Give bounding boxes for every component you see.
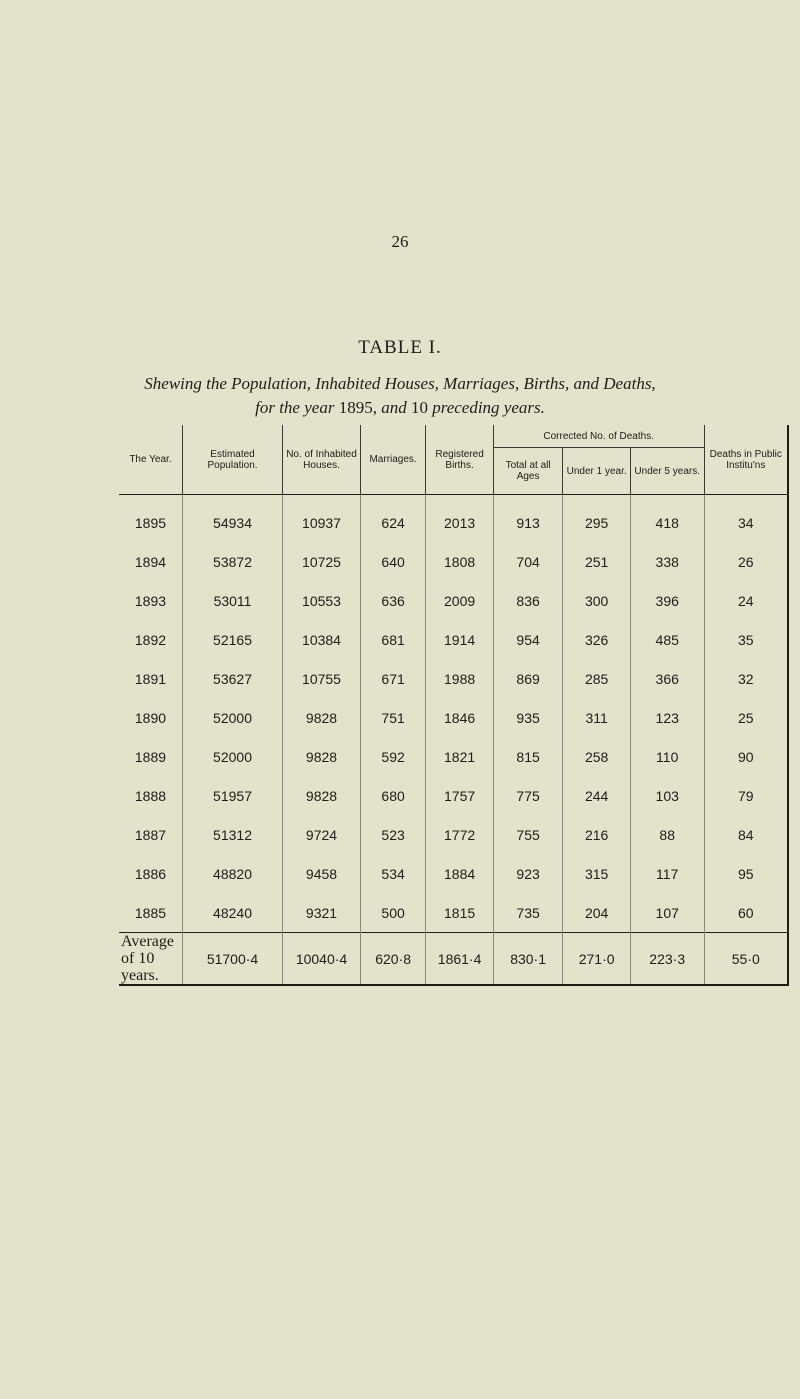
cell-houses: 9828 — [283, 776, 361, 815]
cell-public: 26 — [704, 542, 788, 581]
cell-population: 51957 — [182, 776, 282, 815]
cell-marriages: 624 — [360, 495, 425, 543]
cell-total: 735 — [493, 893, 563, 933]
table-row — [119, 659, 788, 698]
cell-under5: 103 — [630, 776, 704, 815]
cell-births: 2009 — [426, 581, 494, 620]
cell-total: 775 — [493, 776, 563, 815]
cell-public: 79 — [704, 776, 788, 815]
table-row — [119, 542, 788, 581]
cell-under5: 366 — [630, 659, 704, 698]
average-total: 830·1 — [493, 933, 563, 986]
cell-under1: 258 — [563, 737, 631, 776]
cell-under1: 300 — [563, 581, 631, 620]
cell-marriages: 751 — [360, 698, 425, 737]
subtitle-line-1: Shewing the Population, Inhabited Houses, Marriages, Births, and Deaths, — [144, 374, 656, 393]
cell-population: 53011 — [182, 581, 282, 620]
cell-houses: 9828 — [283, 737, 361, 776]
cell-marriages: 680 — [360, 776, 425, 815]
col-header-under-1: Under 1 year. — [563, 448, 631, 495]
cell-houses: 9321 — [283, 893, 361, 933]
col-header-year: The Year. — [119, 425, 182, 495]
cell-under5: 485 — [630, 620, 704, 659]
table-row — [119, 737, 788, 776]
cell-under1: 295 — [563, 495, 631, 543]
cell-houses: 10384 — [283, 620, 361, 659]
cell-year: 1885 — [119, 893, 182, 933]
cell-population: 52000 — [182, 698, 282, 737]
cell-year: 1888 — [119, 776, 182, 815]
cell-total: 755 — [493, 815, 563, 854]
average-row — [119, 933, 788, 986]
cell-total: 935 — [493, 698, 563, 737]
cell-under1: 244 — [563, 776, 631, 815]
cell-total: 923 — [493, 854, 563, 893]
cell-total: 815 — [493, 737, 563, 776]
cell-year: 1890 — [119, 698, 182, 737]
average-under1: 271·0 — [563, 933, 631, 986]
cell-births: 1821 — [426, 737, 494, 776]
cell-population: 48820 — [182, 854, 282, 893]
col-header-marriages: Marriages. — [360, 425, 425, 495]
cell-houses: 10937 — [283, 495, 361, 543]
cell-births: 1772 — [426, 815, 494, 854]
cell-under5: 418 — [630, 495, 704, 543]
col-header-deaths-group: Corrected No. of Deaths. — [493, 425, 704, 448]
cell-population: 52000 — [182, 737, 282, 776]
cell-houses: 10553 — [283, 581, 361, 620]
col-header-public-institutions: Deaths in Public Institu'ns — [704, 425, 788, 495]
col-header-total-deaths: Total at all Ages — [493, 448, 563, 495]
cell-births: 1884 — [426, 854, 494, 893]
average-label: Average of 10 years. — [119, 933, 182, 986]
cell-houses: 9828 — [283, 698, 361, 737]
cell-under1: 311 — [563, 698, 631, 737]
cell-under5: 110 — [630, 737, 704, 776]
table-row — [119, 854, 788, 893]
cell-marriages: 681 — [360, 620, 425, 659]
cell-population: 51312 — [182, 815, 282, 854]
cell-births: 1808 — [426, 542, 494, 581]
cell-marriages: 500 — [360, 893, 425, 933]
table-title: TABLE I. — [358, 337, 442, 358]
cell-year: 1886 — [119, 854, 182, 893]
cell-under1: 326 — [563, 620, 631, 659]
table-row — [119, 698, 788, 737]
cell-total: 913 — [493, 495, 563, 543]
cell-under1: 285 — [563, 659, 631, 698]
average-under5: 223·3 — [630, 933, 704, 986]
col-header-houses: No. of Inhabited Houses. — [283, 425, 361, 495]
col-header-under-5: Under 5 years. — [630, 448, 704, 495]
table-row — [119, 776, 788, 815]
cell-marriages: 523 — [360, 815, 425, 854]
table-row — [119, 815, 788, 854]
cell-under5: 117 — [630, 854, 704, 893]
cell-public: 25 — [704, 698, 788, 737]
cell-public: 84 — [704, 815, 788, 854]
col-header-population: Estimated Population. — [182, 425, 282, 495]
cell-total: 836 — [493, 581, 563, 620]
cell-public: 90 — [704, 737, 788, 776]
average-public: 55·0 — [704, 933, 788, 986]
cell-marriages: 592 — [360, 737, 425, 776]
average-population: 51700·4 — [182, 933, 282, 986]
cell-total: 869 — [493, 659, 563, 698]
cell-year: 1887 — [119, 815, 182, 854]
cell-under5: 107 — [630, 893, 704, 933]
cell-total: 954 — [493, 620, 563, 659]
table-row — [119, 893, 788, 933]
cell-houses: 9724 — [283, 815, 361, 854]
table-row — [119, 620, 788, 659]
cell-year: 1889 — [119, 737, 182, 776]
cell-year: 1894 — [119, 542, 182, 581]
table-row — [119, 495, 788, 543]
subtitle-line-2: for the year 1895, and 10 preceding years. — [255, 398, 545, 417]
cell-population: 53627 — [182, 659, 282, 698]
statistics-table — [119, 425, 789, 986]
cell-births: 1846 — [426, 698, 494, 737]
cell-year: 1895 — [119, 495, 182, 543]
cell-year: 1891 — [119, 659, 182, 698]
cell-population: 54934 — [182, 495, 282, 543]
cell-births: 2013 — [426, 495, 494, 543]
cell-public: 60 — [704, 893, 788, 933]
cell-under5: 396 — [630, 581, 704, 620]
cell-under1: 251 — [563, 542, 631, 581]
cell-population: 52165 — [182, 620, 282, 659]
cell-houses: 9458 — [283, 854, 361, 893]
average-houses: 10040·4 — [283, 933, 361, 986]
cell-births: 1815 — [426, 893, 494, 933]
cell-under5: 88 — [630, 815, 704, 854]
cell-public: 24 — [704, 581, 788, 620]
table-subtitle — [0, 372, 800, 420]
cell-marriages: 640 — [360, 542, 425, 581]
cell-public: 35 — [704, 620, 788, 659]
cell-under5: 338 — [630, 542, 704, 581]
average-births: 1861·4 — [426, 933, 494, 986]
cell-under1: 216 — [563, 815, 631, 854]
cell-houses: 10725 — [283, 542, 361, 581]
cell-births: 1988 — [426, 659, 494, 698]
cell-births: 1757 — [426, 776, 494, 815]
cell-year: 1893 — [119, 581, 182, 620]
cell-marriages: 636 — [360, 581, 425, 620]
table-body — [119, 495, 788, 986]
cell-total: 704 — [493, 542, 563, 581]
cell-births: 1914 — [426, 620, 494, 659]
cell-marriages: 534 — [360, 854, 425, 893]
col-header-births: Registered Births. — [426, 425, 494, 495]
cell-public: 95 — [704, 854, 788, 893]
cell-public: 34 — [704, 495, 788, 543]
cell-under5: 123 — [630, 698, 704, 737]
cell-houses: 10755 — [283, 659, 361, 698]
cell-population: 53872 — [182, 542, 282, 581]
cell-under1: 315 — [563, 854, 631, 893]
table-row — [119, 581, 788, 620]
cell-population: 48240 — [182, 893, 282, 933]
cell-public: 32 — [704, 659, 788, 698]
average-marriages: 620·8 — [360, 933, 425, 986]
cell-under1: 204 — [563, 893, 631, 933]
cell-marriages: 671 — [360, 659, 425, 698]
page-number: 26 — [391, 232, 409, 251]
cell-year: 1892 — [119, 620, 182, 659]
